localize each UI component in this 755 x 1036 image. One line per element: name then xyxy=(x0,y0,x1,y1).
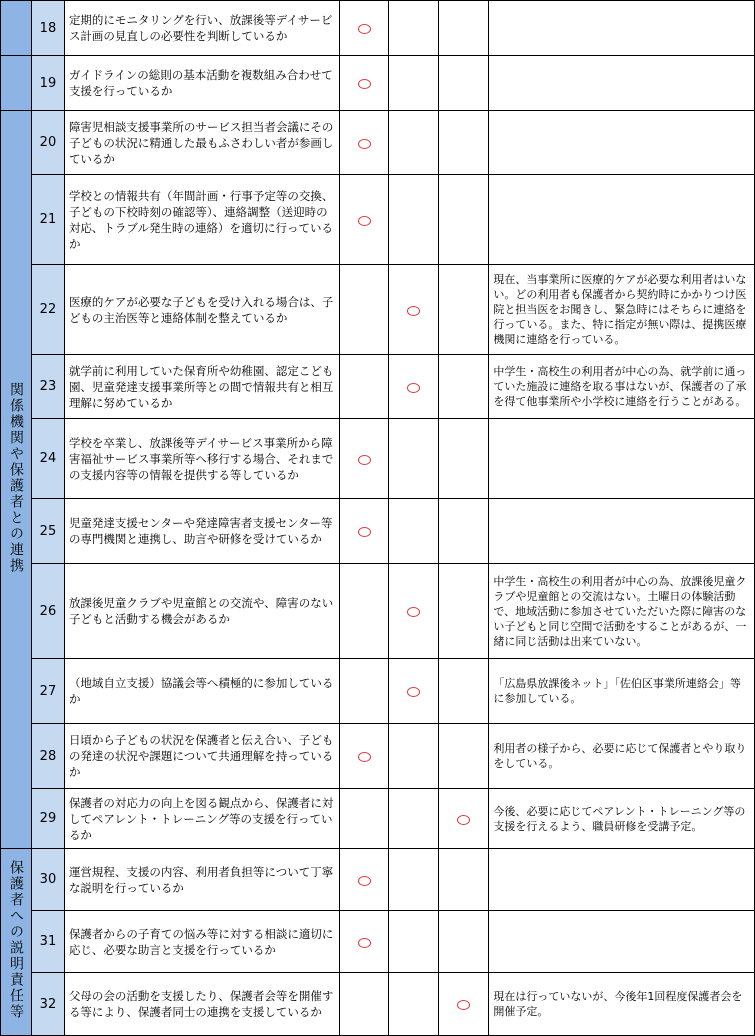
answer-unknown-cell xyxy=(439,265,489,355)
row-number: 32 xyxy=(31,973,64,1036)
improvement-note xyxy=(489,56,755,111)
circle-mark-icon xyxy=(358,455,371,465)
answer-yes-cell xyxy=(339,659,389,724)
question-text: 定期的にモニタリングを行い、放課後等デイサービス計画の見直しの必要性を判断しているか xyxy=(64,1,339,56)
circle-mark-icon xyxy=(407,687,420,697)
question-text: 就学前に利用していた保育所や幼稚園、認定こども園、児童発達支援事業所等との間で情報共有と相互理解に努めているか xyxy=(64,355,339,419)
row-number: 18 xyxy=(31,1,64,56)
category-cell-previous xyxy=(1,56,32,111)
category-cell-accountability xyxy=(1,849,32,1036)
question-text: 父母の会の活動を支援したり、保護者会等を開催する等により、保護者同士の連携を支援しているか xyxy=(64,973,339,1036)
answer-unknown-cell xyxy=(439,849,489,911)
answer-no-cell xyxy=(389,56,439,111)
answer-no-cell xyxy=(389,175,439,265)
answer-unknown-cell xyxy=(439,564,489,659)
answer-no-cell xyxy=(389,1,439,56)
answer-yes-cell xyxy=(339,56,389,111)
answer-unknown-cell xyxy=(439,175,489,265)
answer-yes-cell xyxy=(339,724,389,789)
improvement-note: 中学生・高校生の利用者が中心の為、放課後児童クラブや児童館との交流はない。土曜日の体験活動で、地域活動に参加させていただいた際に障害のない子どもと同じ空間で活動をすることがあるが、一緒に同じ活動は出来ていない。 xyxy=(489,564,755,659)
answer-no-cell xyxy=(389,111,439,175)
row-number: 31 xyxy=(31,911,64,973)
answer-unknown-cell xyxy=(439,973,489,1036)
answer-unknown-cell xyxy=(439,111,489,175)
answer-no-cell xyxy=(389,265,439,355)
question-text: 保護者からの子育ての悩み等に対する相談に適切に応じ、必要な助言と支援を行っているか xyxy=(64,911,339,973)
answer-unknown-cell xyxy=(439,419,489,499)
row-number: 21 xyxy=(31,175,64,265)
question-text: 保護者の対応力の向上を図る観点から、保護者に対してペアレント・トレーニング等の支援を行っているか xyxy=(64,789,339,849)
circle-mark-icon xyxy=(407,306,420,316)
answer-yes-cell xyxy=(339,419,389,499)
circle-mark-icon xyxy=(407,383,420,393)
circle-mark-icon xyxy=(358,139,371,149)
category-cell-cooperation xyxy=(1,111,32,849)
category-label: 関係機関や保護者との連携 xyxy=(7,381,24,574)
question-text: （地域自立支援）協議会等へ積極的に参加しているか xyxy=(64,659,339,724)
answer-yes-cell xyxy=(339,911,389,973)
question-text: 放課後児童クラブや児童館との交流や、障害のない子どもと活動する機会があるか xyxy=(64,564,339,659)
question-text: 学校との情報共有（年間計画・行事予定等の交換、子どもの下校時刻の確認等）、連絡調整（送迎時の対応、トラブル発生時の連絡）を適切に行っているか xyxy=(64,175,339,265)
improvement-note: 今後、必要に応じてペアレント・トレーニング等の支援を行えるよう、職員研修を受講予定。 xyxy=(489,789,755,849)
circle-mark-icon xyxy=(358,938,371,948)
answer-no-cell xyxy=(389,564,439,659)
answer-yes-cell xyxy=(339,111,389,175)
question-text: 障害児相談支援事業所のサービス担当者会議にその子どもの状況に精通した最もふさわしい者が参画しているか xyxy=(64,111,339,175)
circle-mark-icon xyxy=(358,79,371,89)
improvement-note xyxy=(489,849,755,911)
question-text: 運営規程、支援の内容、利用者負担等について丁寧な説明を行っているか xyxy=(64,849,339,911)
row-number: 28 xyxy=(31,724,64,789)
circle-mark-icon xyxy=(407,607,420,617)
answer-yes-cell xyxy=(339,1,389,56)
answer-unknown-cell xyxy=(439,789,489,849)
improvement-note xyxy=(489,911,755,973)
answer-unknown-cell xyxy=(439,499,489,564)
row-number: 23 xyxy=(31,355,64,419)
answer-yes-cell xyxy=(339,499,389,564)
improvement-note: 中学生・高校生の利用者が中心の為、就学前に通っていた施設に連絡を取る事はないが、保護者の了承を得て他事業所や小学校に連絡を行うことがある。 xyxy=(489,355,755,419)
circle-mark-icon xyxy=(457,815,470,825)
question-text: 医療的ケアが必要な子どもを受け入れる場合は、子どもの主治医等と連絡体制を整えているか xyxy=(64,265,339,355)
answer-no-cell xyxy=(389,659,439,724)
category-cell-previous xyxy=(1,1,32,56)
answer-unknown-cell xyxy=(439,659,489,724)
row-number: 22 xyxy=(31,265,64,355)
answer-no-cell xyxy=(389,789,439,849)
answer-no-cell xyxy=(389,419,439,499)
row-number: 24 xyxy=(31,419,64,499)
improvement-note xyxy=(489,419,755,499)
answer-no-cell xyxy=(389,355,439,419)
row-number: 26 xyxy=(31,564,64,659)
answer-unknown-cell xyxy=(439,56,489,111)
improvement-note xyxy=(489,175,755,265)
question-text: ガイドラインの総則の基本活動を複数組み合わせて支援を行っているか xyxy=(64,56,339,111)
row-number: 25 xyxy=(31,499,64,564)
answer-yes-cell xyxy=(339,355,389,419)
answer-unknown-cell xyxy=(439,1,489,56)
answer-yes-cell xyxy=(339,564,389,659)
answer-yes-cell xyxy=(339,175,389,265)
answer-no-cell xyxy=(389,911,439,973)
answer-no-cell xyxy=(389,849,439,911)
improvement-note: 利用者の様子から、必要に応じて保護者とやり取りをしている。 xyxy=(489,724,755,789)
question-text: 日頃から子どもの状況を保護者と伝え合い、子どもの発達の状況や課題について共通理解を持っているか xyxy=(64,724,339,789)
answer-no-cell xyxy=(389,499,439,564)
answer-yes-cell xyxy=(339,789,389,849)
improvement-note: 「広島県放課後ネット」「佐伯区事業所連絡会」等に参加している。 xyxy=(489,659,755,724)
circle-mark-icon xyxy=(358,216,371,226)
row-number: 20 xyxy=(31,111,64,175)
circle-mark-icon xyxy=(358,24,371,34)
row-number: 29 xyxy=(31,789,64,849)
circle-mark-icon xyxy=(358,527,371,537)
improvement-note xyxy=(489,111,755,175)
improvement-note xyxy=(489,499,755,564)
improvement-note: 現在、当事業所に医療的ケアが必要な利用者はいない。どの利用者も保護者から契約時にかかりつけ医院と担当医をお聞きし、緊急時にはそちらに連絡を行っている。また、特に指定が無い際は、提携医療機関に連絡を行っている。 xyxy=(489,265,755,355)
answer-unknown-cell xyxy=(439,355,489,419)
circle-mark-icon xyxy=(358,752,371,762)
circle-mark-icon xyxy=(457,1000,470,1010)
answer-unknown-cell xyxy=(439,724,489,789)
answer-yes-cell xyxy=(339,849,389,911)
answer-no-cell xyxy=(389,973,439,1036)
row-number: 27 xyxy=(31,659,64,724)
answer-yes-cell xyxy=(339,973,389,1036)
row-number: 30 xyxy=(31,849,64,911)
answer-yes-cell xyxy=(339,265,389,355)
circle-mark-icon xyxy=(358,876,371,886)
answer-no-cell xyxy=(389,724,439,789)
improvement-note: 現在は行っていないが、今後年1回程度保護者会を開催予定。 xyxy=(489,973,755,1036)
row-number: 19 xyxy=(31,56,64,111)
question-text: 学校を卒業し、放課後等デイサービス事業所から障害福祉サービス事業所等へ移行する場合、それまでの支援内容等の情報を提供する等しているか xyxy=(64,419,339,499)
improvement-note xyxy=(489,1,755,56)
question-text: 児童発達支援センターや発達障害者支援センター等の専門機関と連携し、助言や研修を受けているか xyxy=(64,499,339,564)
answer-unknown-cell xyxy=(439,911,489,973)
category-label: 保護者への説明責任等 xyxy=(7,860,24,1020)
